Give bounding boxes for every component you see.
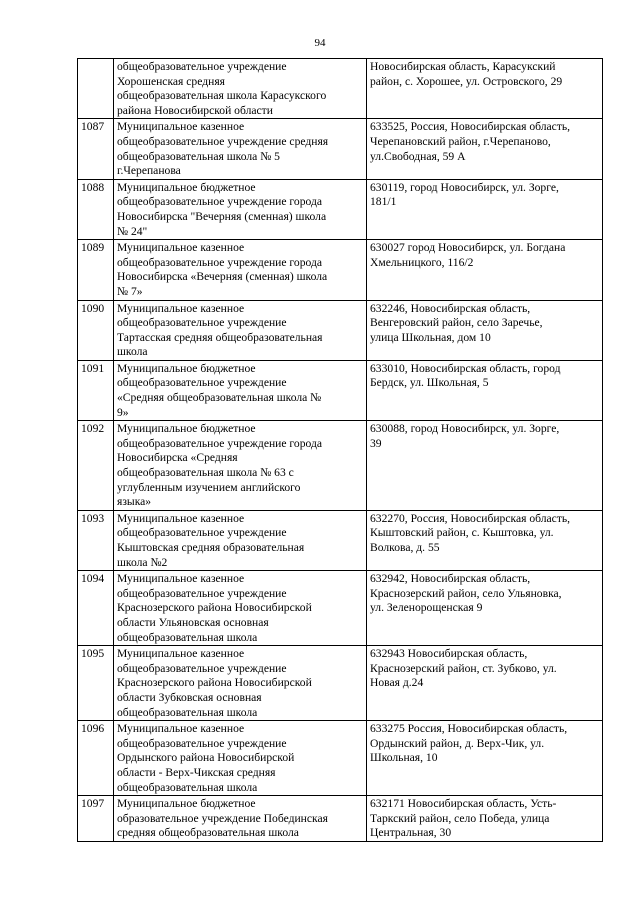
school-name-line: общеобразовательная школа № 63 с [117,466,294,480]
school-address-line: 632270, Россия, Новосибирская область, [370,511,571,525]
school-address-line: Новая д.24 [370,676,424,690]
school-name-line: Кыштовская средняя образовательная [117,541,305,554]
school-name-line: № 7» [117,284,143,298]
school-name-line: Муниципальное казенное [117,120,245,134]
school-address-cell [367,179,603,239]
school-name-line: Муниципальное казенное [117,722,245,736]
school-address-line: Хмельницкого, 116/2 [370,255,474,269]
school-name-line: области Зубковская основная [117,690,262,704]
school-name-cell [114,179,367,239]
school-name-line: Муниципальное казенное [117,647,245,661]
school-address-cell [367,510,603,570]
school-address-line: улица Школьная, дом 10 [370,330,491,344]
school-name-line: Муниципальное казенное [117,241,245,255]
row-number: 1097 [78,796,114,842]
school-name-line: Ордынского района Новосибирской [117,751,295,765]
school-name-line: средняя общеобразовательная школа [117,826,299,840]
school-name-line: Новосибирска «Средняя [117,451,238,465]
school-address-line: Бердск, ул. Школьная, 5 [370,376,489,390]
school-name-line: углубленным изучением английского [117,480,301,494]
school-name-line: общеобразовательная школа [117,705,258,719]
school-address-line: ул. Зеленорощенская 9 [370,601,483,615]
school-address-cell [367,796,603,842]
school-address-line: 630027 город Новосибирск, ул. Богдана [370,241,566,255]
school-name-line: Новосибирска "Вечерняя (сменная) школа [117,209,327,223]
school-name-line: области - Верх-Чикская средняя [117,765,276,779]
table-body [78,59,603,842]
row-number: 1095 [78,646,114,721]
school-address-line: Таркский район, село Победа, улица [370,811,550,825]
table-row [78,510,603,570]
school-name-line: Хорошенская средняя [117,74,225,88]
school-name-cell [114,721,367,796]
school-name-line: общеобразовательное учреждение [117,60,287,73]
school-address-line: Ордынский район, д. Верх-Чик, ул. [370,736,545,750]
school-name-line: языка» [117,495,152,509]
row-number: 1094 [78,571,114,646]
table-row [78,646,603,721]
row-number: 1091 [78,360,114,420]
row-number: 1093 [78,510,114,570]
school-name-line: общеобразовательная школа [117,630,258,644]
table-row [78,360,603,420]
school-name-line: Муниципальное бюджетное [117,361,256,375]
table-row [78,119,603,179]
row-number: 1090 [78,300,114,360]
table-row [78,300,603,360]
school-address-line: 630119, город Новосибирск, ул. Зорге, [370,180,559,194]
school-address-cell [367,421,603,511]
school-address-line: 632942, Новосибирская область, [370,572,531,586]
school-address-line: 630088, город Новосибирск, ул. Зорге, [370,422,560,436]
school-name-line: общеобразовательное учреждение [117,316,287,330]
school-name-line: «Средняя общеобразовательная школа № [117,391,322,405]
school-address-line: 633525, Россия, Новосибирская область, [370,120,571,134]
school-name-line: общеобразовательная школа № 5 [117,149,280,163]
school-address-cell [367,59,603,119]
school-address-line: 39 [370,436,382,450]
school-name-cell [114,119,367,179]
school-name-line: школа №2 [117,555,168,569]
school-name-cell [114,240,367,300]
school-name-line: Муниципальное казенное [117,511,245,525]
school-address-cell [367,240,603,300]
row-number [78,59,114,119]
school-address-line: 632171 Новосибирская область, Усть- [370,797,557,811]
school-name-line: Новосибирска «Вечерняя (сменная) школа [117,270,328,284]
school-address-cell [367,360,603,420]
school-name-line: Муниципальное бюджетное [117,797,256,811]
school-name-line: общеобразовательное учреждение [117,586,287,600]
school-name-cell [114,421,367,511]
school-name-line: района Новосибирской области [117,103,273,117]
school-name-line: общеобразовательное учреждение [117,526,287,540]
row-number: 1096 [78,721,114,796]
school-name-cell [114,510,367,570]
school-name-line: общеобразовательное учреждение города [117,255,323,269]
school-address-cell [367,646,603,721]
school-name-line: общеобразовательное учреждение [117,736,287,750]
row-number: 1092 [78,421,114,511]
school-name-line: Муниципальное казенное [117,301,245,315]
school-address-line: Венгеровский район, село Заречье, [370,316,543,330]
school-name-line: общеобразовательная школа [117,780,258,794]
school-address-cell [367,300,603,360]
school-address-line: 633010, Новосибирская область, город [370,361,561,375]
school-address-line: Краснозерский район, село Ульяновка, [370,586,562,600]
table-row [78,796,603,842]
school-name-line: общеобразовательное учреждение [117,376,287,390]
row-number: 1089 [78,240,114,300]
school-name-line: области Ульяновская основная [117,615,269,629]
school-address-line: Волкова, д. 55 [370,541,440,554]
schools-table [77,58,603,842]
page-number: 94 [314,37,326,49]
school-name-line: школа [117,345,148,359]
school-name-cell [114,571,367,646]
school-name-line: общеобразовательное учреждение города [117,436,323,450]
school-address-line: 633275 Россия, Новосибирская область, [370,722,568,736]
school-name-line: общеобразовательное учреждение средняя [117,134,329,148]
school-name-cell [114,796,367,842]
school-name-line: № 24" [117,224,148,238]
school-name-line: Муниципальное казенное [117,572,245,586]
table-row [78,421,603,511]
school-address-cell [367,721,603,796]
table-row [78,59,603,119]
school-address-line: Школьная, 10 [370,751,438,765]
school-address-line: Черепановский район, г.Черепаново, [370,134,551,148]
school-name-line: г.Черепанова [117,164,181,178]
table-row [78,179,603,239]
row-number: 1088 [78,179,114,239]
school-address-line: Центральная, 30 [370,826,452,840]
school-address-line: район, с. Хорошее, ул. Островского, 29 [370,74,563,88]
school-name-line: общеобразовательная школа Карасукского [117,89,327,103]
school-address-cell [367,571,603,646]
school-name-line: Тартасская средняя общеобразовательная [117,330,323,344]
school-address-line: Краснозерский район, ст. Зубково, ул. [370,661,557,675]
school-name-line: Муниципальное бюджетное [117,422,256,436]
table-row [78,571,603,646]
school-name-line: Краснозерского района Новосибирской [117,601,312,615]
school-name-line: Краснозерского района Новосибирской [117,676,312,690]
school-name-line: Муниципальное бюджетное [117,180,256,194]
school-address-line: 632246, Новосибирская область, [370,301,531,315]
school-name-line: образовательное учреждение Побединская [117,811,328,825]
school-name-line: общеобразовательное учреждение города [117,195,323,209]
school-name-cell [114,59,367,119]
school-address-line: ул.Свободная, 59 А [370,149,466,163]
school-name-cell [114,300,367,360]
school-name-line: 9» [117,405,129,419]
school-address-line: Кыштовский район, с. Кыштовка, ул. [370,526,554,540]
school-address-cell [367,119,603,179]
school-address-line: 181/1 [370,195,397,209]
school-address-line: Новосибирская область, Карасукский [370,60,556,73]
school-address-line: 632943 Новосибирская область, [370,647,528,661]
table-row [78,240,603,300]
school-name-cell [114,360,367,420]
school-name-cell [114,646,367,721]
table-row [78,721,603,796]
school-name-line: общеобразовательное учреждение [117,661,287,675]
row-number: 1087 [78,119,114,179]
